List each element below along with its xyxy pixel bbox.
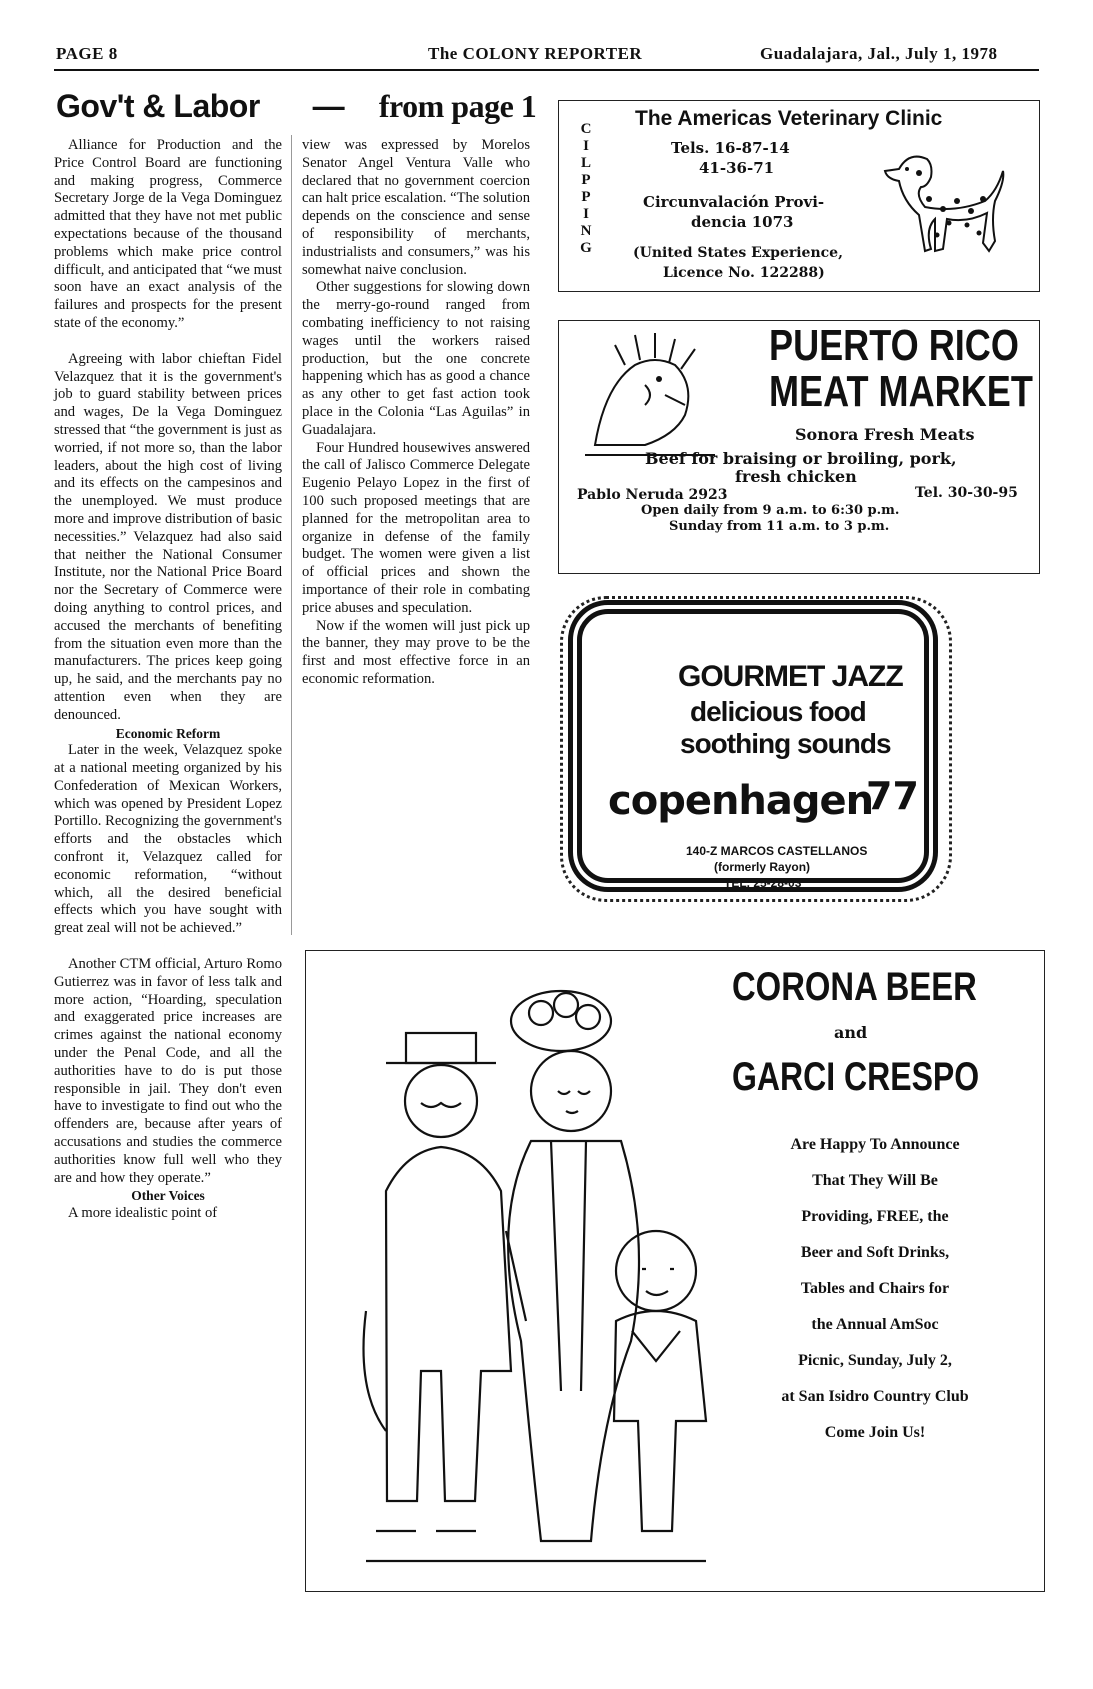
paragraph: Another CTM official, Arturo Romo Gutierrez was in favor of less talk and more action, “Hoarding, speculation and exaggerated price increases are crimes against the national economy under the Penal Code, and all the authorities have to do is put those responsible in jail. They don't even have to investigate to find out who the offenders are, because after years of accusations and studies the commerce authorities know full well who they are and how they operate.” xyxy=(54,956,282,1186)
headline-left: Gov't & Labor xyxy=(56,88,260,124)
article-column-1 xyxy=(54,137,282,1223)
vet-experience: (United States Experience, xyxy=(633,245,843,261)
jazz-phone: TEL. 25-28-03 xyxy=(724,876,802,890)
picnic-family-illustration xyxy=(326,971,736,1571)
copenhagen-ad xyxy=(568,600,938,892)
paragraph: A more idealistic point of xyxy=(68,1205,218,1222)
subhead-other-voices: Other Voices xyxy=(131,1188,205,1204)
meat-offer-2: fresh chicken xyxy=(735,467,857,486)
dateline: Guadalajara, Jal., July 1, 1978 xyxy=(760,44,998,63)
meat-market-title-2: MEAT MARKET xyxy=(769,367,1033,416)
subhead-economic-reform: Economic Reform xyxy=(115,725,221,741)
meat-address: Pablo Neruda 2923 xyxy=(577,487,728,503)
rooster-illustration xyxy=(575,325,725,465)
meat-market-title-1: PUERTO RICO xyxy=(769,321,1019,370)
meat-phone: Tel. 30-30-95 xyxy=(915,485,1018,501)
article-column-2 xyxy=(302,137,530,689)
dalmatian-dog-illustration xyxy=(879,139,1019,279)
page-header xyxy=(0,44,1093,68)
garci-crespo-title: GARCI CRESPO xyxy=(732,1055,980,1099)
corona-beer-title: CORONA BEER xyxy=(732,965,977,1009)
jazz-sounds: soothing sounds xyxy=(680,728,891,759)
vet-address-1: Circunvalación Provi- xyxy=(643,193,825,211)
article-headline xyxy=(56,88,536,125)
jazz-formerly: (formerly Rayon) xyxy=(714,860,811,874)
clipping-vertical-text: C I L P P I N G xyxy=(580,121,592,256)
paragraph: view was expressed by Morelos Senator Angel Ventura Valle who declared that no government coercion can halt price escalation. “The solution depends on the conscience and sense of responsibility of merchants, industrialists and consumers,” was his somewhat naive conclusion. xyxy=(302,137,530,278)
column-divider xyxy=(291,135,292,935)
jazz-food: delicious food xyxy=(690,696,866,727)
vet-clinic-ad xyxy=(558,100,1040,292)
copenhagen-number: 77 xyxy=(866,774,919,818)
jazz-headline: GOURMET JAZZ xyxy=(678,660,903,693)
meat-hours-sunday: Sunday from 11 a.m. to 3 p.m. xyxy=(669,519,890,534)
corona-beer-ad xyxy=(305,950,1045,1592)
meat-offer-1: Beef for braising or broiling, pork, xyxy=(645,449,957,468)
headline-dash: — xyxy=(312,88,345,124)
vet-address-2: dencia 1073 xyxy=(691,213,794,231)
paragraph: Alliance for Production and the Price Control Board are functioning and making progress, Commerce Secretary Jorge de la Vega Dominguez admitted that they have not met public expectations because of the thousand problems which make price control difficult, and anticipated that “we must soon have an exact analysis of the failures and prospects for the present state of the economy.” xyxy=(54,137,282,331)
paragraph: Other suggestions for slowing down the merry-go-round ranged from combating inefficiency to not raising wages until the workers raised production, but the one concrete happening which has as good a chance as any other to get fast action took place in the Colonia “Las Aguilas” in Guadalajara. xyxy=(302,279,530,438)
vet-phone-2: 41-36-71 xyxy=(699,159,775,177)
jazz-address: 140-Z MARCOS CASTELLANOS xyxy=(686,844,868,858)
header-rule xyxy=(54,69,1039,71)
meat-subtitle: Sonora Fresh Meats xyxy=(795,425,975,444)
vet-phone-1: Tels. 16-87-14 xyxy=(671,139,790,157)
paragraph: Later in the week, Velazquez spoke at a national meeting organized by his Confederation of Mexican Workers, which was opened by President Lopez Portillo. Recognizing the government's efforts and the obstacles which confront it, Velazquez called for economic reformation, “without which, all the desired beneficial effects which you have sought with great zeal will not be achieved.” xyxy=(54,742,282,937)
corona-announcement: Are Happy To Announce That They Will Be Providing, FREE, the Beer and Soft Drinks, Tables and Chairs for the Annual AmSoc Picnic, Sunday, July 2, at San Isidro Country Club Come Join Us! xyxy=(781,1136,969,1441)
paragraph: Four Hundred housewives answered the call of Jalisco Commerce Delegate Eugenio Pelayo Lopez in the first of 100 such proposed meetings that are planned for the metropolitan area to organize in defense of the family budget. The women were given a list of official prices and shown the importance of their role in combating price abuses and speculation. xyxy=(302,439,530,616)
newspaper-name: The COLONY REPORTER xyxy=(428,44,643,63)
meat-market-ad xyxy=(558,320,1040,574)
vet-licence: Licence No. 122288) xyxy=(663,265,825,281)
copenhagen-logo: copenhagen xyxy=(608,778,874,824)
headline-right: from page 1 xyxy=(378,88,537,124)
corona-and: and xyxy=(834,1023,868,1042)
meat-hours-daily: Open daily from 9 a.m. to 6:30 p.m. xyxy=(641,503,900,518)
paragraph: Agreeing with labor chieftan Fidel Velazquez that it is the government's job to guard stability between prices and wages, De la Vega Dominguez stressed that “the government is just as worried, if not more so, than the labor leaders, about the high cost of living and its effects on the campesinos and the unemployed. We must produce more and improve distribution of basic necessities.” Velazquez had also said that neither the National Consumer Institute, nor the National Price Board nor the Secretary of Commerce were doing anything to control prices, and accused the merchants of benefiting from the situation even more than the manufacturers. The prices keep going up, he said, and the merchants pay no attention even when they are denounced. xyxy=(54,350,282,723)
vet-clinic-name: The Americas Veterinary Clinic xyxy=(635,107,943,130)
paragraph: Now if the women will just pick up the banner, they may prove to be the first and most effective force in an economic reformation. xyxy=(302,617,530,687)
page-number: PAGE 8 xyxy=(56,44,118,63)
